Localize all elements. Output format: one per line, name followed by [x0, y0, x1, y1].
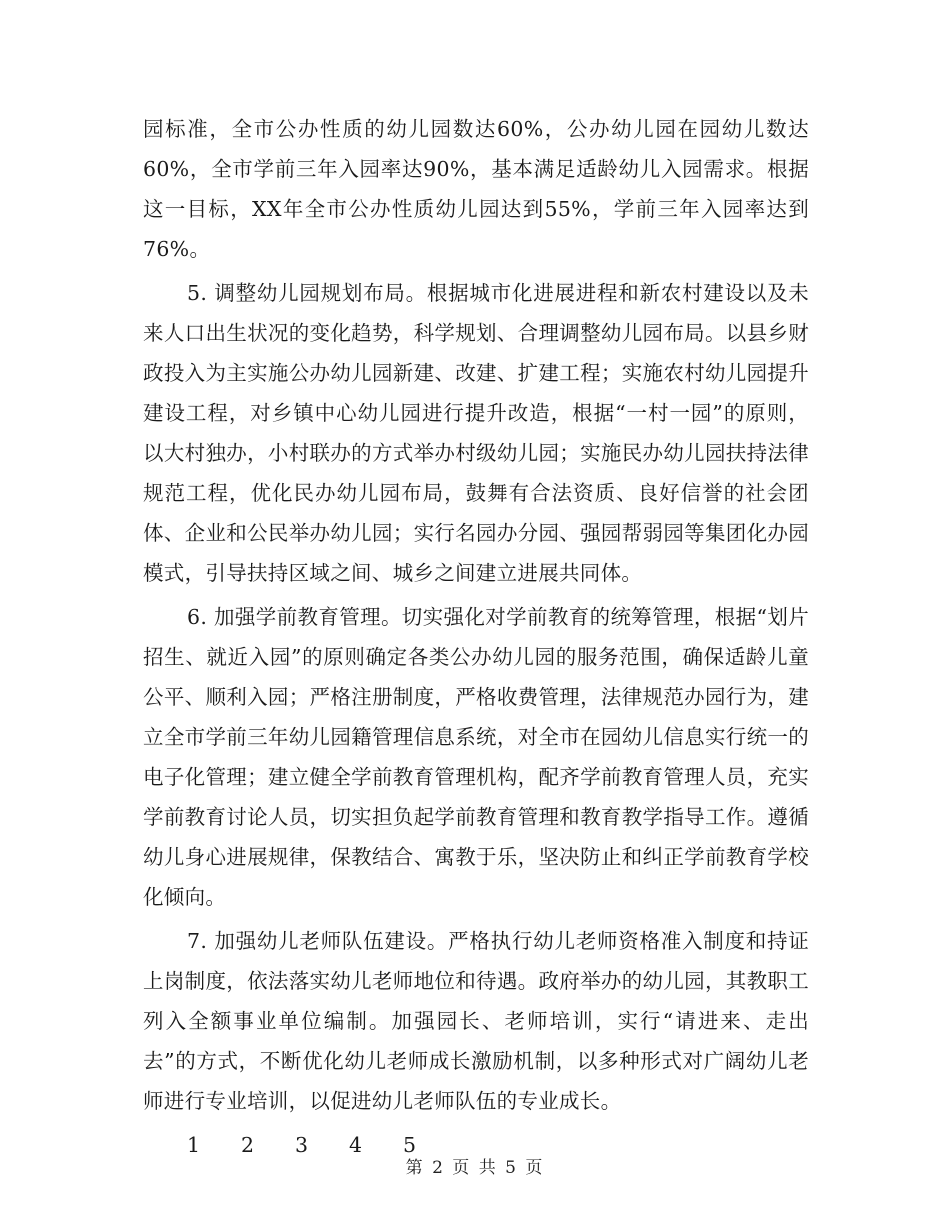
paragraph-item-5: 5. 调整幼儿园规划布局。根据城市化进展进程和新农村建设以及未来人口出生状况的变化趋势，科学规划、合理调整幼儿园布局。以县乡财政投入为主实施公办幼儿园新建、改建、扩建工程；实施农村幼儿园提升建设工程，对乡镇中心幼儿园进行提升改造，根据“一村一园”的原则，以大村独办，小村联办的方式举办村级幼儿园；实施民办幼儿园扶持法律规范工程，优化民办幼儿园布局，鼓舞有合法资质、良好信誉的社会团体、企业和公民举办幼儿园；实行名园办分园、强园帮弱园等集团化办园模式，引导扶持区域之间、城乡之间建立进展共同体。: [143, 281, 809, 585]
page-link-5[interactable]: 5: [403, 1133, 417, 1157]
page-link-3[interactable]: 3: [295, 1133, 309, 1157]
paragraph-item-6: 6. 加强学前教育管理。切实强化对学前教育的统筹管理，根据“划片招生、就近入园”的原则确定各类公办幼儿园的服务范围，确保适龄儿童公平、顺利入园；严格注册制度，严格收费管理，法律规范办园行为，建立全市学前三年幼儿园籍管理信息系统，对全市在园幼儿信息实行统一的电子化管理；建立健全学前教育管理机构，配齐学前教育管理人员，充实学前教育讨论人员，切实担负起学前教育管理和教育教学指导工作。遵循幼儿身心进展规律，保教结合、寓教于乐，坚决防止和纠正学前教育学校化倾向。: [143, 605, 809, 909]
document-body: [143, 109, 809, 1165]
paragraph-intro-continuation: 园标准，全市公办性质的幼儿园数达60%，公办幼儿园在园幼儿数达60%，全市学前三年入园率达90%，基本满足适龄幼儿入园需求。根据这一目标，XX年全市公办性质幼儿园达到55%，学前三年入园率达到76%。: [143, 117, 809, 261]
page-link-1[interactable]: 1: [187, 1133, 201, 1157]
page-link-2[interactable]: 2: [241, 1133, 255, 1157]
page-footer: 第 2 页 共 5 页: [405, 1158, 545, 1178]
paragraph-item-7: 7. 加强幼儿老师队伍建设。严格执行幼儿老师资格准入制度和持证上岗制度，依法落实幼儿老师地位和待遇。政府举办的幼儿园，其教职工列入全额事业单位编制。加强园长、老师培训，实行“请进来、走出去”的方式，不断优化幼儿老师成长激励机制，以多种形式对广阔幼儿老师进行专业培训，以促进幼儿老师队伍的专业成长。: [143, 929, 809, 1113]
page-link-4[interactable]: 4: [349, 1133, 363, 1157]
